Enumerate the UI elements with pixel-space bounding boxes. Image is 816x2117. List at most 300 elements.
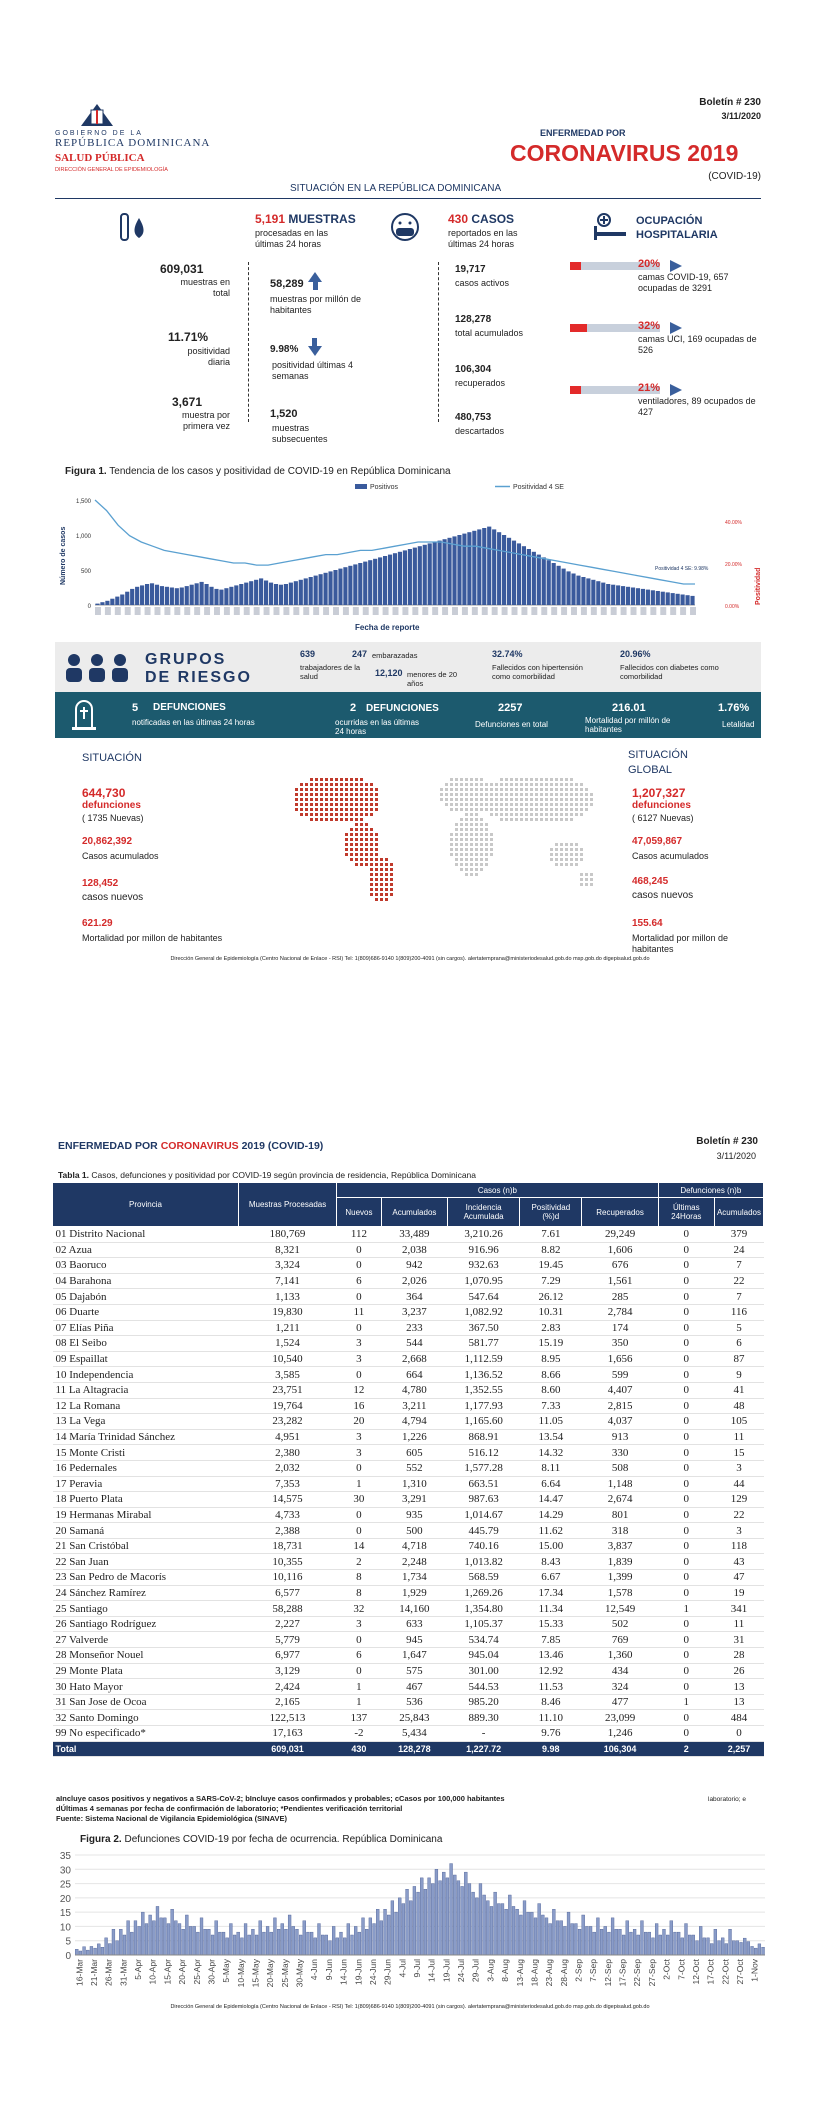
map-dot [460, 778, 463, 781]
x-tick-label: 16-Mar [74, 1959, 85, 1986]
deaths-bar [160, 1918, 163, 1955]
deaths-bar [475, 1898, 478, 1955]
map-dot [370, 873, 373, 876]
table-cell: 10,355 [238, 1554, 336, 1570]
map-dot [530, 783, 533, 786]
map-dot [540, 783, 543, 786]
map-dot [475, 868, 478, 871]
map-dot [490, 793, 493, 796]
deaths-bar [108, 1944, 111, 1955]
x-tick-mark [323, 607, 329, 615]
map-dot [310, 808, 313, 811]
map-dot [565, 808, 568, 811]
deaths-bar [325, 1935, 328, 1955]
map-dot [530, 813, 533, 816]
positives-bar [229, 587, 233, 605]
deaths-bar [534, 1918, 537, 1955]
map-dot [455, 803, 458, 806]
table-cell: 2,038 [381, 1242, 447, 1258]
map-dot [590, 793, 593, 796]
x-tick-mark [363, 607, 369, 615]
map-dot [380, 893, 383, 896]
map-dot [485, 808, 488, 811]
y-tick-label: 0 [65, 1951, 71, 1962]
y-tick-label: 35 [59, 1851, 71, 1862]
deaths-bar [596, 1918, 599, 1955]
map-dot [515, 803, 518, 806]
table-cell: 122,513 [238, 1710, 336, 1726]
positives-bar [532, 552, 536, 605]
positives-bar [443, 539, 447, 605]
map-dot [360, 788, 363, 791]
table-cell: 477 [582, 1694, 658, 1710]
map-dot [375, 788, 378, 791]
map-dot [365, 843, 368, 846]
map-dot [330, 793, 333, 796]
map-dot [580, 788, 583, 791]
positives-bar [413, 548, 417, 605]
x-tick-label: 14-Jul [426, 1959, 437, 1983]
table-cell: 0 [658, 1367, 714, 1383]
positives-bar [214, 589, 218, 605]
global-newcases: 468,245 [632, 876, 669, 887]
samples-total-lbl: muestras en total [180, 277, 230, 298]
global-new: ( 6127 Nuevas) [632, 813, 694, 823]
positives-bar [274, 584, 278, 605]
deaths-bar [233, 1935, 236, 1955]
map-dot [365, 828, 368, 831]
map-dot [560, 858, 563, 861]
map-dot [460, 828, 463, 831]
d24b-lbl: DEFUNCIONES [366, 703, 439, 714]
map-dot [575, 798, 578, 801]
map-dot [470, 848, 473, 851]
table-cell: 3 [714, 1460, 763, 1476]
table-cell: 1,082.92 [448, 1304, 520, 1320]
x-tick-label: 18-Aug [529, 1959, 540, 1987]
y-tick-label: 10 [59, 1922, 71, 1934]
positives-bar [185, 586, 189, 605]
map-dot [375, 853, 378, 856]
active-lbl: casos activos [455, 278, 510, 288]
positives-bar [105, 601, 109, 605]
map-dot [455, 828, 458, 831]
map-dot [380, 873, 383, 876]
map-dot [575, 843, 578, 846]
map-dot [485, 803, 488, 806]
risk-lbl: Fallecidos con diabetes como comorbilidad [620, 663, 719, 681]
deaths-bar [391, 1901, 394, 1955]
map-dot [445, 788, 448, 791]
table-cell: 4,951 [238, 1429, 336, 1445]
deaths-bar [618, 1929, 621, 1955]
x-tick-label: 7-Oct [676, 1959, 687, 1980]
map-dot [465, 848, 468, 851]
global-mort-lbl: Mortalidad por millon de habitantes [632, 933, 729, 954]
deaths-bar [563, 1926, 566, 1955]
map-dot [315, 813, 318, 816]
risk-num: 20.96% [620, 649, 651, 659]
x-tick-label: 8-Aug [500, 1959, 511, 1982]
map-dot [370, 838, 373, 841]
table-cell: 2,380 [238, 1445, 336, 1461]
map-dot [325, 808, 328, 811]
map-dot [540, 793, 543, 796]
deaths-chart [50, 1850, 770, 2000]
map-dot [575, 793, 578, 796]
map-dot [375, 838, 378, 841]
table-row [53, 1242, 764, 1258]
map-dot [325, 813, 328, 816]
table-cell: 3 [337, 1616, 382, 1632]
map-dot [565, 783, 568, 786]
map-dot [355, 778, 358, 781]
deaths-bar [446, 1878, 449, 1955]
positives-bar [363, 562, 367, 605]
people-group-icon [62, 650, 132, 684]
map-dot [565, 818, 568, 821]
x-tick-label: 30-Apr [206, 1959, 217, 1985]
table-cell: 1,352.55 [448, 1382, 520, 1398]
deaths-bar [472, 1892, 475, 1955]
positives-bar [120, 595, 124, 606]
map-dot [450, 848, 453, 851]
positives-bar [234, 585, 238, 605]
x-tick-label: 19-Jul [441, 1959, 452, 1983]
deaths-bar [428, 1878, 431, 1955]
x-tick-label: 29-Jul [470, 1959, 481, 1983]
deaths-bar [409, 1901, 412, 1955]
samples-total-num: 609,031 [160, 262, 204, 276]
province-name: 31 San Jose de Ocoa [53, 1694, 239, 1710]
deaths-bar [413, 1886, 416, 1955]
table-cell: 868.91 [448, 1429, 520, 1445]
map-dot [310, 798, 313, 801]
deaths-bar [329, 1941, 332, 1955]
table-cell: 1,246 [582, 1726, 658, 1742]
table-row [53, 1679, 764, 1695]
x-tick-label: 17-Sep [617, 1959, 628, 1987]
map-dot [315, 783, 318, 786]
x-tick-mark [373, 607, 379, 615]
positives-bar [497, 532, 501, 605]
map-dot [360, 798, 363, 801]
map-dot [460, 838, 463, 841]
positives-bar [586, 578, 590, 605]
positives-bar [368, 560, 372, 605]
table-cell: 1 [658, 1694, 714, 1710]
map-dot [460, 788, 463, 791]
permillion-arrow-icon [308, 272, 322, 290]
map-dot [305, 813, 308, 816]
positives-bar [438, 541, 442, 605]
map-dot [350, 818, 353, 821]
table-cell: 19.45 [520, 1258, 582, 1274]
table-row [53, 1289, 764, 1305]
map-dot [335, 778, 338, 781]
table-row [53, 1367, 764, 1383]
subseq-lbl: muestras subsecuentes [272, 423, 328, 444]
map-dot [575, 788, 578, 791]
table-cell: - [448, 1726, 520, 1742]
risk-title2: DE RIESGO [145, 669, 252, 686]
map-dot [580, 808, 583, 811]
notes-tail: laboratorio; e [708, 1796, 746, 1803]
deaths-bar [138, 1926, 141, 1955]
table-cell: 8.82 [520, 1242, 582, 1258]
map-dot [365, 858, 368, 861]
x-tick-mark [234, 607, 240, 615]
table-cell: 0 [658, 1585, 714, 1601]
deaths-bar [681, 1938, 684, 1955]
table-cell: 2,026 [381, 1273, 447, 1289]
map-dot [535, 813, 538, 816]
map-dot [475, 818, 478, 821]
map-dot [555, 813, 558, 816]
deaths-bar [626, 1921, 629, 1955]
table-cell: 4,780 [381, 1382, 447, 1398]
map-dot [360, 853, 363, 856]
map-dot [485, 833, 488, 836]
deaths-total-num: 2257 [498, 702, 523, 714]
x-tick-mark [621, 607, 627, 615]
table-cell: 22 [714, 1507, 763, 1523]
x-tick-mark [640, 607, 646, 615]
table-row [53, 1663, 764, 1679]
map-dot [320, 788, 323, 791]
positives-bar [304, 578, 308, 605]
map-dot [480, 868, 483, 871]
table-cell: 8.11 [520, 1460, 582, 1476]
x-tick-mark [601, 607, 607, 615]
map-dot [380, 898, 383, 901]
map-dot [380, 868, 383, 871]
hospital-arrow-icon [670, 322, 682, 334]
table-cell: 0 [658, 1492, 714, 1508]
page2-bulletin: Boletín # 230 [696, 1136, 758, 1147]
positives-bar [482, 528, 486, 605]
deaths-bar [732, 1941, 735, 1955]
table-cell: 0 [337, 1289, 382, 1305]
map-dot [310, 783, 313, 786]
map-dot [350, 778, 353, 781]
positives-bar [373, 559, 377, 605]
deaths-bar [685, 1924, 688, 1955]
deaths-bar [369, 1918, 372, 1955]
map-dot [375, 878, 378, 881]
deaths-bar [585, 1926, 588, 1955]
map-dot [440, 793, 443, 796]
table-cell: 7 [714, 1289, 763, 1305]
map-dot [365, 788, 368, 791]
deaths-bar [707, 1938, 710, 1955]
map-dot [525, 793, 528, 796]
map-dot [455, 778, 458, 781]
deaths-bar [604, 1926, 607, 1955]
table-cell: 740.16 [448, 1538, 520, 1554]
hospital-pct: 32% [638, 320, 661, 332]
table-cell: 534.74 [448, 1632, 520, 1648]
map-dot [565, 813, 568, 816]
province-name: 05 Dajabón [53, 1289, 239, 1305]
map-dot [365, 803, 368, 806]
map-dot [340, 818, 343, 821]
map-dot [580, 798, 583, 801]
positives-bar [562, 569, 566, 605]
map-dot [480, 858, 483, 861]
map-dot [485, 793, 488, 796]
map-dot [510, 798, 513, 801]
map-dot [520, 793, 523, 796]
table-cell: 1,839 [582, 1554, 658, 1570]
deaths-bar [75, 1949, 78, 1955]
table-cell: 14.29 [520, 1507, 582, 1523]
table-cell: 2,784 [582, 1304, 658, 1320]
map-dot [555, 803, 558, 806]
map-dot [590, 803, 593, 806]
deaths-bar [442, 1872, 445, 1955]
deaths-bar [670, 1921, 673, 1955]
table-cell: 6 [714, 1336, 763, 1352]
positives-bar [279, 585, 283, 605]
logo-line1: GOBIERNO DE LA [55, 130, 143, 137]
map-dot [500, 798, 503, 801]
deaths-bar [79, 1951, 82, 1955]
deaths-bar [486, 1901, 489, 1955]
x-tick-mark [333, 607, 339, 615]
map-dot [320, 818, 323, 821]
map-dot [520, 813, 523, 816]
x-tick-label: 9-Jun [323, 1959, 334, 1981]
map-dot [390, 878, 393, 881]
map-dot [490, 808, 493, 811]
map-dot [550, 788, 553, 791]
x-tick-label: 10-May [235, 1959, 246, 1988]
global-cases: 47,059,867 [632, 836, 683, 847]
map-dot [485, 838, 488, 841]
x-tick-mark [591, 607, 597, 615]
map-dot [520, 783, 523, 786]
x-tick-mark [402, 607, 408, 615]
map-dot [365, 808, 368, 811]
table-cell: 1,070.95 [448, 1273, 520, 1289]
map-dot [370, 888, 373, 891]
map-dot [500, 818, 503, 821]
x-tick-label: 7-Sep [588, 1959, 599, 1982]
map-dot [470, 803, 473, 806]
samples-headline-lbl: MUESTRAS [288, 212, 356, 226]
hospital-lbl: ventiladores, 89 ocupados de 427 [638, 396, 756, 417]
table-row [53, 1258, 764, 1274]
map-dot [375, 843, 378, 846]
table-cell: 180,769 [238, 1227, 336, 1243]
deaths-bar [171, 1909, 174, 1955]
map-dot [340, 808, 343, 811]
deaths-bar [163, 1918, 166, 1955]
province-name: 09 Espaillat [53, 1351, 239, 1367]
table-cell: 889.30 [448, 1710, 520, 1726]
map-dot [570, 808, 573, 811]
map-dot [555, 783, 558, 786]
map-dot [300, 803, 303, 806]
table-cell: 10.31 [520, 1304, 582, 1320]
map-dot [450, 788, 453, 791]
deaths-bar [762, 1947, 765, 1955]
deaths-bar [222, 1932, 225, 1955]
table-cell: 4,037 [582, 1414, 658, 1430]
province-name: 13 La Vega [53, 1414, 239, 1430]
map-dot [385, 893, 388, 896]
table-cell: 1,577.28 [448, 1460, 520, 1476]
deaths-bar [688, 1935, 691, 1955]
americas-mort-lbl: Mortalidad por millon de habitantes [82, 933, 223, 943]
americas-mort: 621.29 [82, 918, 113, 929]
x-tick-label: 12-Oct [690, 1959, 701, 1985]
x-tick-mark [512, 607, 518, 615]
total-cell: 9.98 [520, 1741, 582, 1757]
table-cell: 467 [381, 1679, 447, 1695]
map-dot [470, 798, 473, 801]
disease-sub: (COVID-19) [708, 171, 761, 182]
map-dot [555, 818, 558, 821]
hospital-pct: 20% [638, 258, 661, 270]
deaths-bar [556, 1921, 559, 1955]
map-dot [535, 808, 538, 811]
x-tick-label: 14-Jun [338, 1959, 349, 1985]
map-dot [375, 898, 378, 901]
table-cell: 445.79 [448, 1523, 520, 1539]
table-cell: 2,227 [238, 1616, 336, 1632]
map-dot [360, 818, 363, 821]
deaths-bar [622, 1935, 625, 1955]
samples-headline-num: 5,191 [255, 212, 286, 226]
table-cell: 2,424 [238, 1679, 336, 1695]
map-dot [360, 803, 363, 806]
x-tick-mark [551, 607, 557, 615]
province-name: 25 Santiago [53, 1601, 239, 1617]
map-dot [560, 863, 563, 866]
map-dot [325, 798, 328, 801]
x-tick-label: 20-Apr [177, 1959, 188, 1985]
map-dot [535, 783, 538, 786]
map-dot [470, 808, 473, 811]
deaths-bar [237, 1932, 240, 1955]
map-dot [460, 808, 463, 811]
map-dot [370, 798, 373, 801]
positives-bar [323, 573, 327, 605]
d24-sub: notificadas en las últimas 24 horas [132, 718, 255, 727]
map-dot [570, 798, 573, 801]
table-cell: 58,288 [238, 1601, 336, 1617]
table-cell: 11.05 [520, 1414, 582, 1430]
lethality-num: 1.76% [718, 702, 750, 714]
positives-bar [487, 527, 491, 605]
map-dot [570, 858, 573, 861]
risk-lbl: Fallecidos con hipertensión como comorbilidad [492, 663, 583, 681]
map-dot [355, 783, 358, 786]
deaths-bar [743, 1938, 746, 1955]
map-dot [540, 803, 543, 806]
deaths-bar [141, 1912, 144, 1955]
map-dot [475, 803, 478, 806]
map-dot [460, 858, 463, 861]
table-cell: 3,837 [582, 1538, 658, 1554]
discarded-num: 480,753 [455, 412, 492, 423]
map-dot [360, 808, 363, 811]
province-name: 01 Distrito Nacional [53, 1227, 239, 1243]
map-dot [565, 863, 568, 866]
table-cell: 1,561 [582, 1273, 658, 1289]
